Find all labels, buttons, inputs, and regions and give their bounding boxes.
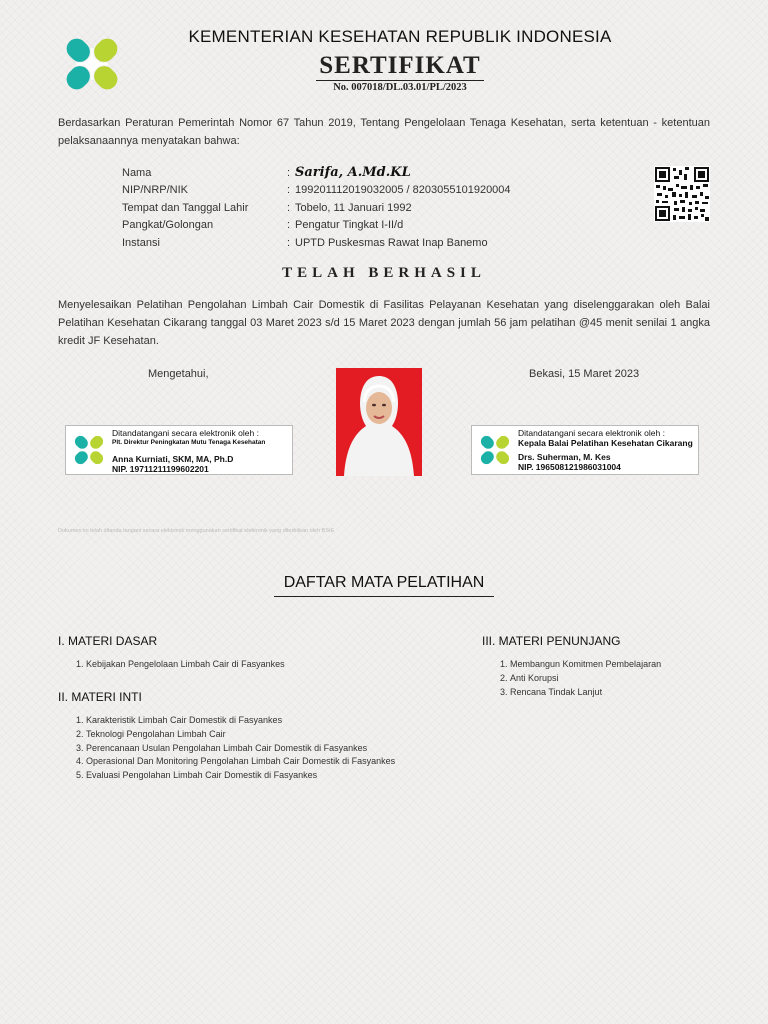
identity-value: Tobelo, 11 Januari 1992	[295, 201, 412, 214]
kemenkes-logo-icon	[475, 429, 515, 471]
electronic-signature-disclaimer: Dokumen ini telah ditanda tangani secara elektronik menggunakan sertifikat elektronik yang diterbitkan oleh BSrE	[58, 528, 335, 534]
section-heading-core: II. MATERI INTI	[58, 690, 142, 704]
identity-row-birth	[122, 199, 642, 217]
signer-nip: NIP. 196508121986031004	[518, 462, 621, 472]
identity-row-rank	[122, 217, 642, 235]
subjects-title: DAFTAR MATA PELATIHAN	[283, 574, 485, 591]
identity-colon: :	[287, 236, 291, 249]
kemenkes-logo-icon	[69, 429, 109, 471]
signature-caption: Ditandatangani secara elektronik oleh :	[112, 428, 259, 438]
signer-role: Kepala Balai Pelatihan Kesehatan Cikarang	[518, 438, 693, 448]
identity-value: UPTD Puskesmas Rawat Inap Banemo	[295, 236, 488, 249]
identity-value: Pengatur Tingkat I-II/d	[295, 219, 404, 232]
section-heading-basic: I. MATERI DASAR	[58, 634, 158, 648]
identity-row-institution	[122, 234, 642, 252]
place-date: Bekasi, 15 Maret 2023	[529, 368, 640, 380]
certificate-number: No. 007018/DL.03.01/PL/2023	[333, 82, 467, 93]
list-item: 2. Teknologi Pengolahan Limbah Cair	[86, 728, 395, 742]
signature-box-head	[471, 425, 699, 475]
identity-label: Pangkat/Golongan	[122, 219, 214, 232]
kemenkes-logo-icon	[56, 26, 128, 102]
signature-caption: Ditandatangani secara elektronik oleh :	[518, 428, 665, 438]
subjects-title-underline	[274, 596, 494, 597]
completion-paragraph: Menyelesaikan Pelatihan Pengolahan Limbah Cair Domestik di Fasilitas Pelayanan Kesehatan yang diselenggarakan oleh Balai Pelatihan Kesehatan Cikarang tanggal 03 Maret 2023 s/d 15 Maret 2023 dengan jumlah 56 jam pelatihan @45 menit senilai 1 angka kredit JF Kesehatan.	[58, 299, 710, 347]
identity-colon: :	[287, 184, 291, 197]
list-item: 1. Karakteristik Limbah Cair Domestik di Fasyankes	[86, 714, 395, 728]
identity-row-name	[122, 164, 642, 182]
section-list-core	[58, 714, 395, 783]
participant-name: Sarifa, A.Md.KL	[295, 165, 411, 181]
list-item: 2. Anti Korupsi	[510, 672, 661, 686]
signer-nip: NIP. 19711211199602201	[112, 464, 209, 474]
identity-label: Tempat dan Tanggal Lahir	[122, 201, 249, 214]
acknowledged-label: Mengetahui,	[148, 368, 209, 380]
intro-paragraph: Berdasarkan Peraturan Pemerintah Nomor 67 Tahun 2019, Tentang Pengelolaan Tenaga Kesehatan, serta ketentuan - ketentuan pelaksanaannya menyatakan bahwa:	[58, 117, 710, 147]
signer-name: Anna Kurniati, SKM, MA, Ph.D	[112, 454, 234, 464]
qr-code-icon[interactable]	[654, 166, 710, 222]
certificate-title: SERTIFIKAT	[319, 52, 481, 79]
identity-label: Instansi	[122, 236, 160, 249]
ministry-name: KEMENTERIAN KESEHATAN REPUBLIK INDONESIA	[188, 27, 612, 46]
identity-row-nip	[122, 182, 642, 200]
section-list-supporting	[482, 658, 661, 699]
signature-box-director	[65, 425, 293, 475]
signature-text	[112, 428, 289, 474]
section-list-basic	[58, 658, 285, 672]
signature-text	[518, 428, 695, 472]
title-underline	[316, 80, 484, 81]
list-item: 3. Rencana Tindak Lanjut	[510, 686, 661, 700]
identity-colon: :	[287, 219, 291, 232]
list-item: 3. Perencanaan Usulan Pengolahan Limbah Cair Domestik di Fasyankes	[86, 742, 395, 756]
identity-value: 199201112019032005 / 8203055101920004	[295, 184, 511, 197]
list-item: 1. Kebijakan Pengelolaan Limbah Cair di Fasyankes	[86, 658, 285, 672]
signer-name: Drs. Suherman, M. Kes	[518, 452, 611, 462]
signer-role: Plt. Direktur Peningkatan Mutu Tenaga Kesehatan	[112, 439, 266, 446]
identity-colon: :	[287, 201, 291, 214]
identity-colon: :	[287, 166, 291, 179]
success-heading: TELAH BERHASIL	[282, 265, 486, 281]
participant-photo	[336, 368, 422, 476]
list-item: 1. Membangun Komitmen Pembelajaran	[510, 658, 661, 672]
list-item: 4. Operasional Dan Monitoring Pengolahan Limbah Cair Domestik di Fasyankes	[86, 755, 395, 769]
identity-label: NIP/NRP/NIK	[122, 184, 189, 197]
section-heading-supporting: III. MATERI PENUNJANG	[482, 634, 621, 648]
list-item: 5. Evaluasi Pengolahan Limbah Cair Domestik di Fasyankes	[86, 769, 395, 783]
identity-table	[122, 164, 642, 252]
identity-label: Nama	[122, 166, 152, 179]
